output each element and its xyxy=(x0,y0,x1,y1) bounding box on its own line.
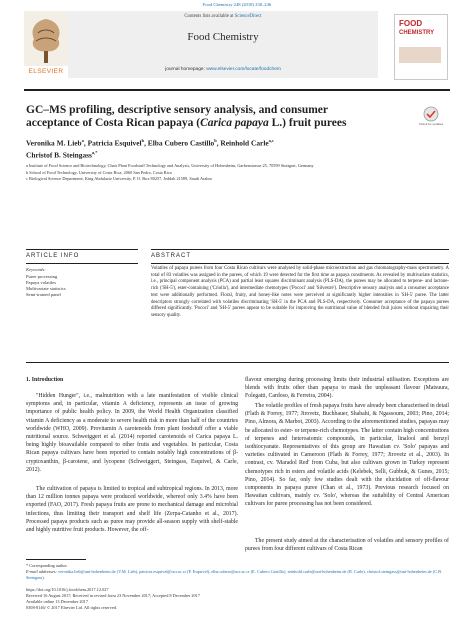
keyword: Papaya volatiles xyxy=(26,280,56,285)
cover-title-1: FOOD xyxy=(399,19,423,28)
publisher-wordmark: ELSEVIER xyxy=(28,68,64,75)
running-head: Food Chemistry 248 (2018) 238–246 xyxy=(202,2,272,7)
intro-paragraph-2: The cultivation of papaya is limited to tropical and subtropical regions. In 2013, more than 12 million tonnes papaya were produced worldwide, whereof only 3.4% have been exported (FAO, 2017). Fresh papaya fruits are prone to mechanical damage and microbial infections, thus limiting their transport and shelf life (Zerpa-Catanho et al., 2017). Processed papaya products such as puree may provide all-season supply with shelf-stable and highly nutritive fruit products. However, the off- xyxy=(26,486,238,534)
intro-paragraph-4: The volatile profiles of fresh papaya fruits have already been characterised in detail (Flath & Forrey, 1977; Jirovetz, Buchbauer, Shabahi, & Ngassoum, 2003; Pino, 2014; Pino, Almora, & Marbot, 2003). According to the aforementioned studies, papayas may be allocated to ester- or terpene-rich chemotypes. The latter contain high concentrations of terpenes and heteroatomic compounds, in particular, linalool and benzyl isothiocyanate. Representatives of this group are Hawaiian cv. 'Solo' papayas and varieties cultivated in Cameroon (Flath & Forrey, 1977; Jirovetz et al., 2003). In contrast, cv. 'Maradol Red' from Cuba, but also cultivars grown in Turkey represent chemotypes rich in esters and volatile acids (Kelebek, Selli, Gubbuk, & Gunes, 2015; Pino, 2014). So far, only few studies dealt with the elucidation of off-flavour components in papaya puree (Chan et al., 1973). Previous research focused on Hawaiian cultivars, mainly cv. 'Solo', whereas the suitability of Central American cultivars for puree processing has not been considered. xyxy=(245,403,449,508)
keyword: Multivariate statistics xyxy=(26,286,66,291)
intro-paragraph-1: "Hidden Hunger", i.e., malnutrition with a late manifestation of visible clinical symptoms and, in particular, vitamin A deficiency, represents an issue of growing importance of public health policy. In 2009, the World Health Organization classified vitamin A deficiency as a moderate to severe health risk in more than half of the countries worldwide (WHO, 2009). Provitamin A carotenoids from plant foodstuff offer a viable nutritional source. Schweiggert et al. (2014) reported carotenoids of Carica papaya L. being highly bioavailable compared to other fruits and vegetables. In particular, Costa Rican papaya cultivars have been reported to contain notably high concentrations of β-cryptoxanthin, β-carotene, and lycopene (Schweiggert, Steingass, Esquivel, & Carle, 2012). xyxy=(26,393,238,473)
abstract-bottom-rule xyxy=(26,362,449,363)
intro-paragraph-5: The present study aimed at the characterisation of volatiles and sensory profiles of purees from four different cultivars of Costa Rican xyxy=(245,538,449,553)
cover-image xyxy=(399,47,441,63)
copyright-notice: 0308-8146/ © 2017 Elsevier Ltd. All rights reserved. xyxy=(26,605,117,610)
journal-homepage-link[interactable]: www.elsevier.com/locate/foodchem xyxy=(206,67,281,72)
doi-link[interactable]: https://doi.org/10.1016/j.foodchem.2017.12.027 xyxy=(26,587,109,592)
header-rule xyxy=(24,89,450,91)
article-history: Received 16 August 2017; Received in revised form 23 November 2017; Accepted 8 December 2017 xyxy=(26,593,200,598)
check-for-updates-badge[interactable] xyxy=(414,106,448,126)
article-info-heading: ARTICLE INFO xyxy=(26,253,80,259)
journal-masthead xyxy=(68,11,378,78)
keywords-label: Keywords: xyxy=(26,267,46,272)
author-list: Veronika M. Lieb$^a$, Patricia Esquivel$^b$, Elba Cubero Castillo$^b$, Reinhold Carle$^{a,c}$ Christof B. Steingass$^{a,*}$ xyxy=(26,138,275,160)
article-info-rule xyxy=(26,249,138,250)
keyword: Puree processing xyxy=(26,274,58,279)
cover-title-2: CHEMISTRY xyxy=(399,30,435,36)
keyword: Semi-trained panel xyxy=(26,292,61,297)
affiliation-b: b School of Food Technology, University of Costa Rica, 2060 San Pedro, Costa Rica xyxy=(26,169,172,175)
corresponding-author-note: * Corresponding author. xyxy=(26,563,68,568)
abstract-heading: ABSTRACT xyxy=(151,253,192,259)
journal-homepage: journal homepage: www.elsevier.com/locate/foodchem xyxy=(165,67,281,72)
tree-icon xyxy=(24,11,68,66)
footnote-rule xyxy=(26,559,86,560)
affiliation-a: a Institute of Food Science and Biotechnology, Chair Plant Foodstuff Technology and Analysis, University of Hohenheim, Garbenstrasse 25, 70599 Stuttgart, Germany xyxy=(26,163,314,168)
journal-name: Food Chemistry xyxy=(187,31,259,43)
abstract-body: Volatiles of papaya purees from four Costa Rican cultivars were analysed by solid-phase microextraction and gas chromatography-mass spectrometry. A total of 83 volatiles was assigned in the purees, of which 19 were detected for the first time as papaya constituents. As revealed by multivariate statistics, i.e., principal component analysis (PCA) and partial least squares discriminant analysis (PLS-DA), the purees may be allocated to terpene- and lactone-rich ('SH-5'), ester-containing ('Criolla'), and intermediate chemotypes ('Pococí' and 'Silvestre'). Descriptive sensory analysis and a consumer acceptance test were additionally performed. Floral, fruity, and honey-like notes were perceived at significantly higher intensities in 'SH-5' puree. The latter descriptors strongly correlated with volatiles discriminating 'SH-5' in the PCA and PLS-DA, respectively. Consumer acceptance of the papaya purees differed significantly. 'Pococí' and 'SH-5' purees appear to be suitable for improving the nutritional value of blended fruit juices without impairing their sensory quality. xyxy=(151,266,449,318)
contents-availability: Contents lists available at ScienceDirect xyxy=(184,14,262,19)
elsevier-logo xyxy=(24,11,68,78)
check-for-updates-label: Check for updates xyxy=(418,122,444,126)
intro-paragraph-3: flavour emerging during processing limits their industrial utilisation. Exceptions are blends with fruits other than papaya to mask the unpleasant flavour (Matsuura, Folegatti, Cardoso, & Ferreira, 2004). xyxy=(245,377,449,400)
available-online-date: Available online 13 December 2017 xyxy=(26,599,88,604)
article-title: GC–MS profiling, descriptive sensory analysis, and consumer acceptance of Costa Rican papaya (Carica papaya L.) fruit purees xyxy=(26,104,347,129)
sciencedirect-link[interactable]: ScienceDirect xyxy=(234,14,262,19)
abstract-rule xyxy=(151,249,449,250)
email-addresses: E-mail addresses: veronika.lieb@uni-hohenheim.de (V.M. Lieb), patricia.esquivel@ucr.ac.cr (P. Esquivel), elba.cubero@ucr.ac.cr (E. Cubero Castillo), reinhold.carle@uni-hohenheim.de (R. Carle), christof.steingass@uni-hohenheim.de (C.B. Steingass). xyxy=(26,569,443,580)
affiliation-c: c Biological Science Department, King Abdulaziz University, P. O. Box 80257, Jeddah 21589, Saudi Arabia xyxy=(26,176,212,181)
intro-heading: 1. Introduction xyxy=(26,377,64,383)
journal-cover xyxy=(394,14,448,80)
